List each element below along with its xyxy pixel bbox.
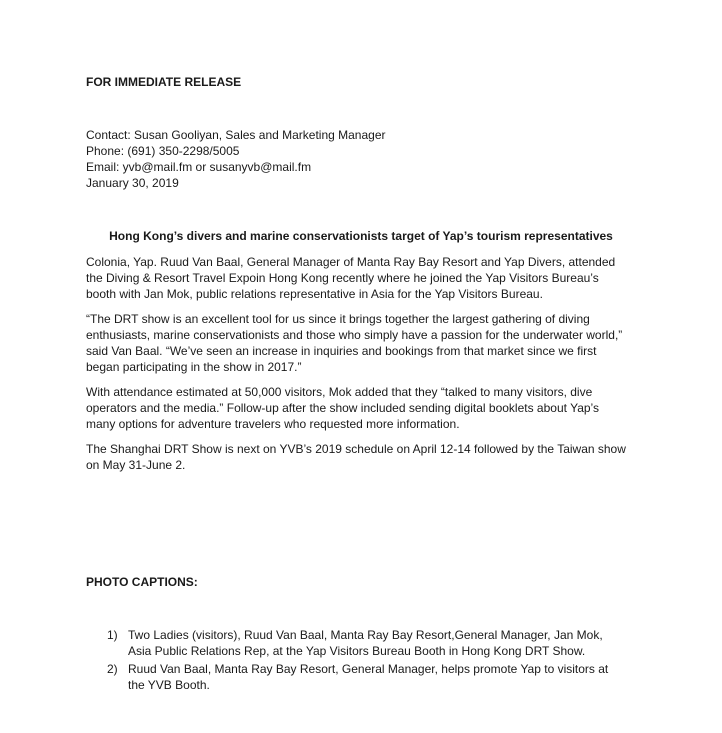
paragraph: Colonia, Yap. Ruud Van Baal, General Manager of Manta Ray Bay Resort and Yap Divers, attended the Diving & Resort Travel Expoin Hong Kong recently where he joined the Yap Visitors Bureau’s booth with Jan Mok, public relations representative in Asia for the Yap Visitors Bureau. — [86, 255, 616, 301]
caption-number: 1) — [107, 628, 118, 642]
captions-list — [86, 627, 626, 695]
paragraph: “The DRT show is an excellent tool for us since it brings together the largest gathering of diving enthusiasts, marine conservationists and those who simply have a passion for the underwater world,” said Van Baal. “We’ve seen an increase in inquiries and bookings from that market since we first began participating in the show in 2017.” — [86, 312, 623, 374]
release-date: January 30, 2019 — [86, 176, 179, 190]
caption-text: Two Ladies (visitors), Ruud Van Baal, Manta Ray Bay Resort,General Manager, Jan Mok, Asia Public Relations Rep, at the Yap Visitors Bureau Booth in Hong Kong DRT Show. — [128, 628, 603, 658]
contact-phone: Phone: (691) 350-2298/5005 — [86, 144, 240, 158]
release-label: FOR IMMEDIATE RELEASE — [86, 75, 242, 89]
captions-label: PHOTO CAPTIONS: — [86, 575, 198, 589]
caption-item — [86, 661, 626, 693]
headline: Hong Kong’s divers and marine conservationists target of Yap’s tourism representatives — [109, 229, 613, 243]
contact-name: Contact: Susan Gooliyan, Sales and Marketing Manager — [86, 128, 386, 142]
caption-number: 2) — [107, 662, 118, 676]
paragraph: The Shanghai DRT Show is next on YVB’s 2019 schedule on April 12-14 followed by the Taiwan show on May 31-June 2. — [86, 442, 626, 472]
caption-text: Ruud Van Baal, Manta Ray Bay Resort, General Manager, helps promote Yap to visitors at the YVB Booth. — [128, 662, 609, 692]
contact-email: Email: yvb@mail.fm or susanyvb@mail.fm — [86, 160, 312, 174]
body-text — [86, 254, 626, 482]
contact-block — [86, 127, 386, 191]
paragraph: With attendance estimated at 50,000 visitors, Mok added that they “talked to many visitors, dive operators and the media.” Follow-up after the show included sending digital booklets about Yap’s many options for adventure travelers who requested more information. — [86, 385, 599, 431]
caption-item — [86, 627, 626, 659]
